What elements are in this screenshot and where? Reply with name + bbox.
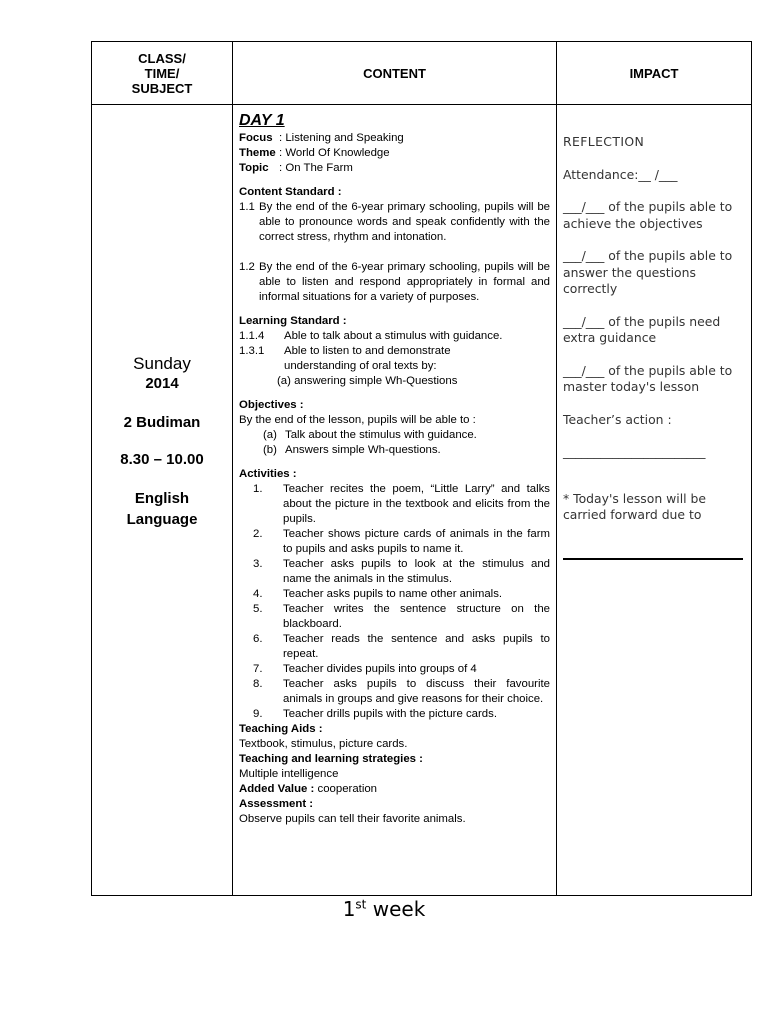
activity-text: Teacher asks pupils to name other animals. — [283, 588, 503, 600]
focus-label: Focus — [239, 132, 273, 144]
assessment-heading: Assessment : — [239, 798, 314, 810]
activity-item — [239, 602, 550, 632]
header-subject: SUBJECT — [131, 80, 193, 96]
standard-number: 1.1 — [239, 201, 255, 213]
objective-item — [239, 443, 550, 458]
activity-item — [239, 482, 550, 527]
learning-standard-number: 1.1.4 — [239, 330, 265, 342]
activity-item — [239, 527, 550, 557]
learning-standard-subitem: (a) answering simple Wh-Questions — [277, 375, 458, 387]
focus-row — [239, 131, 550, 146]
carried-forward-text: * Today's lesson will be carried forward due to — [563, 490, 707, 522]
header-class: CLASS/ — [138, 50, 186, 66]
learning-standard-number: 1.3.1 — [239, 345, 265, 357]
header-content: CONTENT — [233, 42, 557, 105]
subject-line-1: English — [134, 490, 190, 507]
activity-item — [239, 662, 550, 677]
objective-text: Answers simple Wh-questions. — [285, 444, 441, 456]
week-number: 1 — [342, 897, 356, 921]
activity-item — [239, 557, 550, 587]
activity-text: Teacher drills pupils with the picture cards. — [283, 708, 497, 720]
class-label: 2 Budiman — [123, 414, 201, 431]
theme-row — [239, 146, 550, 161]
learning-standard-text: Able to listen to and demonstrate — [284, 345, 451, 357]
reflection-heading: REFLECTION — [563, 134, 645, 149]
carried-forward-rule — [563, 558, 743, 560]
activity-text: Teacher divides pupils into groups of 4 — [283, 663, 477, 675]
assessment-text: Observe pupils can tell their favorite animals. — [239, 813, 466, 825]
activity-item — [239, 632, 550, 662]
added-value-row — [239, 782, 550, 797]
impact-item: ___/___ of the pupils able to master today's lesson — [563, 362, 733, 394]
header-time: TIME/ — [144, 65, 180, 81]
objective-letter: (a) — [263, 429, 277, 441]
impact-item: ___/___ of the pupils able to achieve the objectives — [563, 199, 733, 231]
header-impact: IMPACT — [557, 42, 752, 105]
added-value-label: Added Value : — [239, 783, 315, 795]
activity-text: Teacher asks pupils to discuss their favourite animals in groups and give reasons for their choice. — [283, 678, 550, 705]
activity-number: 1. — [253, 483, 263, 495]
impact-item: ___/___ of the pupils able to answer the questions correctly — [563, 248, 733, 296]
topic-value: : On The Farm — [279, 162, 353, 174]
year-label: 2014 — [145, 375, 179, 392]
attendance-line: Attendance:__ /___ — [563, 166, 678, 182]
teacher-action-line: _______________________ — [563, 444, 706, 459]
focus-value: : Listening and Speaking — [279, 132, 404, 144]
activity-text: Teacher asks pupils to look at the stimulus and name the animals in the stimulus. — [283, 558, 550, 585]
strategies-text: Multiple intelligence — [239, 768, 339, 780]
learning-standard-item — [239, 329, 550, 344]
strategies-heading: Teaching and learning strategies : — [239, 753, 423, 765]
activity-text: Teacher reads the sentence and asks pupils to repeat. — [283, 633, 550, 660]
activity-item — [239, 707, 550, 722]
learning-standard-heading: Learning Standard : — [239, 315, 347, 327]
activity-number: 2. — [253, 528, 263, 540]
week-footer — [0, 897, 768, 921]
activity-text: Teacher writes the sentence structure on the blackboard. — [283, 603, 550, 630]
activity-number: 8. — [253, 678, 263, 690]
topic-label: Topic — [239, 162, 269, 174]
day-title: DAY 1 — [239, 112, 285, 129]
content-standard-heading: Content Standard : — [239, 186, 342, 198]
activity-item — [239, 587, 550, 602]
activity-number: 6. — [253, 633, 263, 645]
class-info-cell — [92, 105, 233, 896]
subject-label — [92, 488, 232, 530]
standard-text: By the end of the 6-year primary schooling, pupils will be able to pronounce words and speak confidently with the correct stress, rhythm and intonation. — [259, 201, 550, 243]
activity-item — [239, 677, 550, 707]
time-label: 8.30 – 10.00 — [120, 451, 204, 468]
activity-text: Teacher shows picture cards of animals in the farm to pupils and asks pupils to name it. — [283, 528, 550, 555]
content-standard-item — [239, 260, 550, 305]
activities-list — [239, 482, 550, 722]
learning-standard-text: Able to talk about a stimulus with guidance. — [284, 330, 503, 342]
objectives-intro: By the end of the lesson, pupils will be able to : — [239, 414, 476, 426]
added-value-text: cooperation — [314, 783, 378, 795]
activity-number: 7. — [253, 663, 263, 675]
standard-number: 1.2 — [239, 261, 255, 273]
activity-number: 3. — [253, 558, 263, 570]
theme-label: Theme — [239, 147, 276, 159]
learning-standard-continuation: understanding of oral texts by: — [284, 360, 437, 372]
activity-text: Teacher recites the poem, “Little Larry” and talks about the picture in the textbook and elicits from the pupils. — [283, 483, 550, 525]
week-word: week — [366, 897, 426, 921]
teacher-action-label: Teacher’s action : — [563, 411, 672, 427]
standard-text: By the end of the 6-year primary schooling, pupils will be able to listen and respond appropriately in formal and informal situations for a variety of purposes. — [259, 261, 550, 303]
teaching-aids-heading: Teaching Aids : — [239, 723, 323, 735]
objective-text: Talk about the stimulus with guidance. — [285, 429, 477, 441]
objective-letter: (b) — [263, 444, 277, 456]
header-class-time-subject — [92, 42, 233, 105]
subject-line-2: Language — [126, 511, 198, 528]
objectives-heading: Objectives : — [239, 399, 304, 411]
learning-standard-item — [239, 344, 550, 359]
teaching-aids-text: Textbook, stimulus, picture cards. — [239, 738, 408, 750]
theme-value: : World Of Knowledge — [279, 147, 390, 159]
impact-cell — [557, 105, 752, 896]
content-standard-item — [239, 200, 550, 245]
lesson-plan-table — [91, 41, 752, 896]
impact-item: ___/___ of the pupils need extra guidance — [563, 313, 721, 345]
activities-heading: Activities : — [239, 468, 297, 480]
objective-item — [239, 428, 550, 443]
week-ordinal: st — [355, 897, 367, 912]
activity-number: 9. — [253, 708, 263, 720]
day-label: Sunday — [133, 354, 191, 373]
content-cell — [233, 105, 557, 896]
activity-number: 5. — [253, 603, 263, 615]
topic-row — [239, 161, 550, 176]
activity-number: 4. — [253, 588, 263, 600]
